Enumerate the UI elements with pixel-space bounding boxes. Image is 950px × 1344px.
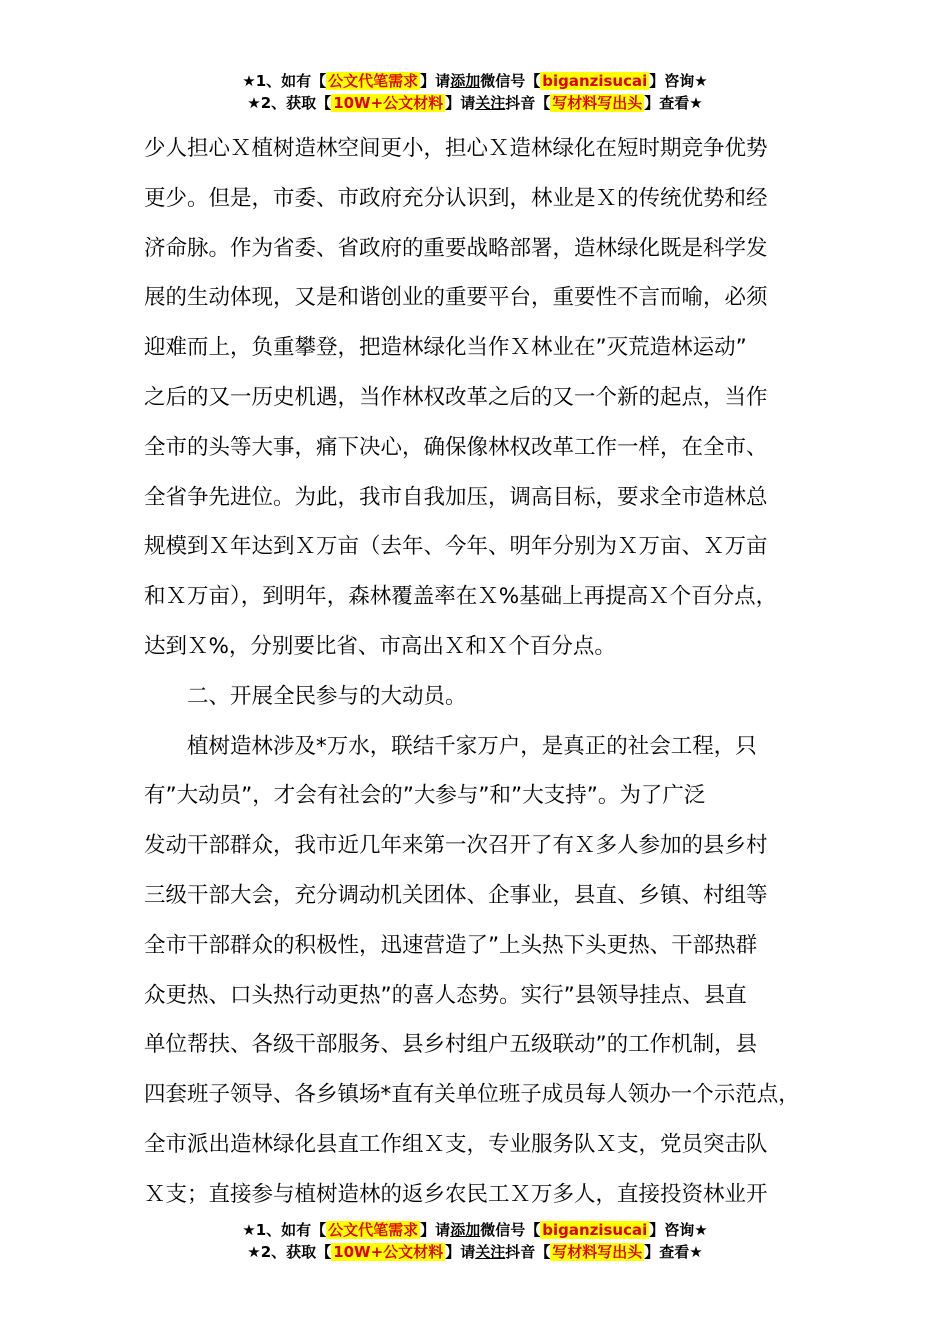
banner-text: 】请 xyxy=(445,1243,476,1261)
banner-text: ★1、如有【 xyxy=(242,1221,327,1239)
text-line: 全省争先进位。为此，我市自我加压，调高目标，要求全市造林总 xyxy=(144,484,768,510)
banner-line-2 xyxy=(0,1241,950,1263)
banner-text: 】请 xyxy=(445,94,476,112)
banner-text: 】咨询★ xyxy=(649,1221,708,1239)
document-body xyxy=(144,124,834,1220)
text-line: 单位帮扶、各级干部服务、县乡村组户五级联动”的工作机制，县 xyxy=(144,1032,758,1058)
banner-highlight: 公文代笔需求 xyxy=(328,1221,419,1239)
text-line: 全市的头等大事，痛下决心，确保像林权改革工作一样，在全市、 xyxy=(144,434,768,460)
text-line: 之后的又一历史机遇，当作林权改革之后的又一个新的起点，当作 xyxy=(144,384,768,410)
banner-text: 微信号【 xyxy=(480,72,541,90)
text-line: 规模到Ｘ年达到Ｘ万亩（去年、今年、明年分别为Ｘ万亩、Ｘ万亩 xyxy=(144,534,768,560)
banner-highlight: 10W+公文材料 xyxy=(333,94,444,112)
banner-underline: 关注 xyxy=(475,1243,506,1261)
text-line: 更少。但是，市委、市政府充分认识到，林业是Ｘ的传统优势和经 xyxy=(144,185,768,211)
banner-underline: 关注 xyxy=(475,94,506,112)
banner-highlight: 公文代笔需求 xyxy=(328,72,419,90)
text-line: 四套班子领导、各乡镇场*直有关单位班子成员每人领办一个示范点， xyxy=(144,1082,800,1108)
text-line: 达到Ｘ%，分别要比省、市高出Ｘ和Ｘ个百分点。 xyxy=(144,633,616,659)
banner-text: 抖音【 xyxy=(505,94,551,112)
text-line: 全市干部群众的积极性，迅速营造了”上头热下头更热、干部热群 xyxy=(144,932,758,958)
banner-text: 抖音【 xyxy=(505,1243,551,1261)
banner-highlight: 写材料写出头 xyxy=(552,1243,643,1261)
text-line: 有”大动员”，才会有社会的”大参与”和”大支持”。为了广泛 xyxy=(144,783,706,809)
text-line: 发动干部群众，我市近几年来第一次召开了有Ｘ多人参加的县乡村 xyxy=(144,833,768,859)
text-line: 迎难而上，负重攀登，把造林绿化当作Ｘ林业在”灭荒造林运动” xyxy=(144,335,747,361)
banner-text: 】查看★ xyxy=(644,1243,703,1261)
banner-underline: 添加 xyxy=(450,72,481,90)
banner-line-1 xyxy=(0,70,950,92)
section-heading: 二、开展全民参与的大动员。 xyxy=(187,683,467,709)
text-line: 全市派出造林绿化县直工作组Ｘ支，专业服务队Ｘ支，党员突击队 xyxy=(144,1131,768,1157)
banner-underline: 添加 xyxy=(450,1221,481,1239)
banner-line-2 xyxy=(0,92,950,114)
text-line: 植树造林涉及*万水，联结千家万户，是真正的社会工程，只 xyxy=(187,733,757,759)
banner-highlight: 写材料写出头 xyxy=(552,94,643,112)
banner-line-1 xyxy=(0,1219,950,1241)
banner-highlight: biganzisucai xyxy=(542,1221,648,1239)
banner-text: ★1、如有【 xyxy=(242,72,327,90)
banner-text: 】咨询★ xyxy=(649,72,708,90)
text-line: Ｘ支；直接参与植树造林的返乡农民工Ｘ万多人，直接投资林业开 xyxy=(144,1181,768,1207)
banner-text: 】请 xyxy=(420,1221,451,1239)
banner-text: 】查看★ xyxy=(644,94,703,112)
banner-highlight: 10W+公文材料 xyxy=(333,1243,444,1261)
footer-banner xyxy=(0,1219,950,1263)
text-line: 展的生动体现，又是和谐创业的重要平台，重要性不言而喻，必须 xyxy=(144,285,768,311)
banner-highlight: biganzisucai xyxy=(542,72,648,90)
text-line: 和Ｘ万亩），到明年，森林覆盖率在Ｘ%基础上再提高Ｘ个百分点， xyxy=(144,584,778,610)
text-line: 三级干部大会，充分调动机关团体、企事业，县直、乡镇、村组等 xyxy=(144,882,768,908)
text-line: 众更热、口头热行动更热”的喜人态势。实行”县领导挂点、县直 xyxy=(144,982,747,1008)
header-banner xyxy=(0,70,950,114)
banner-text: 】请 xyxy=(420,72,451,90)
banner-text: ★2、获取【 xyxy=(247,1243,332,1261)
text-line: 少人担心Ｘ植树造林空间更小，担心Ｘ造林绿化在短时期竞争优势 xyxy=(144,136,768,161)
banner-text: 微信号【 xyxy=(480,1221,541,1239)
text-line: 济命脉。作为省委、省政府的重要战略部署，造林绿化既是科学发 xyxy=(144,235,768,261)
banner-text: ★2、获取【 xyxy=(247,94,332,112)
